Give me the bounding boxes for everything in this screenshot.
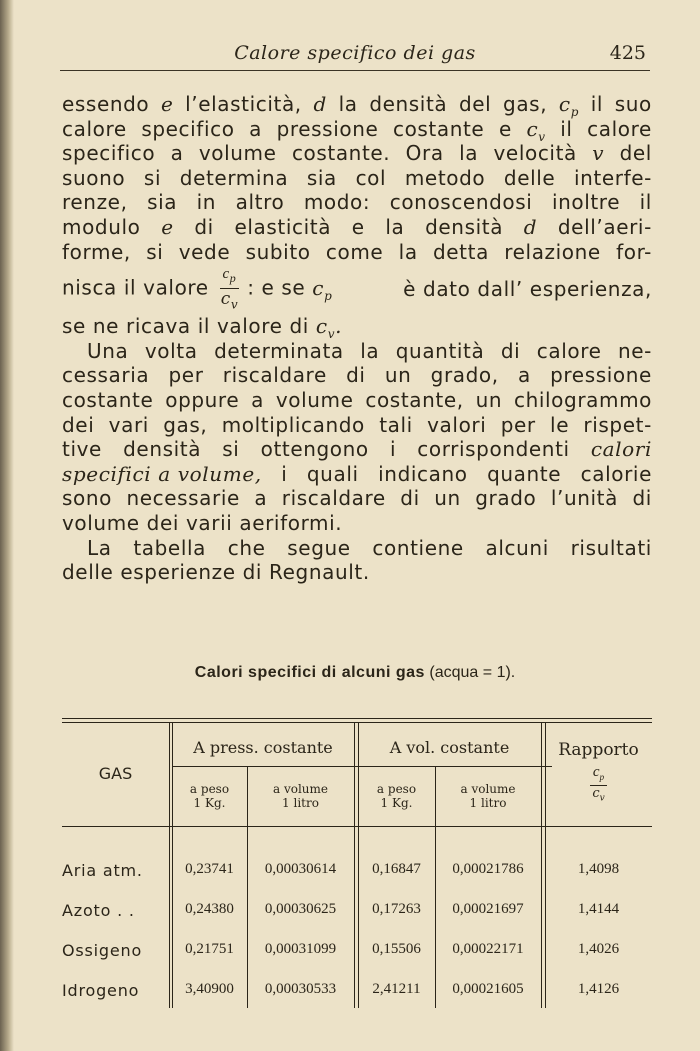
text-line-fraction: nisca il valore $\frac{c_p}{c_v}$ : e se $c_p$ è dato dall’ esperienza, <box>62 264 652 314</box>
text-line: suono si determina sia col metodo delle interfe- <box>62 165 652 190</box>
text-line: delle esperienze di Regnault. <box>62 560 370 585</box>
page-gutter-shadow <box>0 0 14 1051</box>
header-ratio-fraction: $\frac{c_p}{c_v}$ <box>545 764 652 807</box>
page-number: 425 <box>609 42 646 64</box>
subheader-peso: a peso 1 Kg. <box>189 782 230 810</box>
table-row: Azoto . . 0,24380 0,00030625 0,17263 0,00021697 1,4144 <box>62 901 620 920</box>
text-line: dei vari gas, moltiplicando tali valori per le rispet- <box>62 412 652 437</box>
text-line: volume dei varii aeriformi. <box>62 510 343 535</box>
subheader-volume: a volume 1 litro <box>460 782 516 810</box>
header-press-const: A press. costante <box>193 738 333 757</box>
subheader-volume: a volume 1 litro <box>272 782 329 810</box>
text-line: La tabella che segue contiene alcuni risultati <box>87 535 652 560</box>
text-line: specifico a volume costante. Ora la velocità v del <box>62 141 652 166</box>
table-top-rule <box>62 718 652 719</box>
table-row: Ossigeno 0,21751 0,00031099 0,15506 0,00022171 1,4026 <box>62 941 620 960</box>
group-header-rule <box>172 766 552 767</box>
header-bottom-rule <box>62 826 652 827</box>
table-row: Idrogeno 3,40900 0,00030533 2,41211 0,00021605 1,4126 <box>62 981 620 1000</box>
text-line: Una volta determinata la quantità di calore ne- <box>87 338 652 363</box>
running-header <box>60 40 650 71</box>
subheader-peso: a peso 1 Kg. <box>376 782 417 810</box>
header-title: Calore specifico dei gas <box>234 42 476 64</box>
text-line: tive densità si ottengono i corrispondenti calori <box>62 437 652 462</box>
text-line: se ne ricava il valore di $c_v$. <box>62 314 343 342</box>
header-gas: GAS <box>98 764 133 783</box>
body-text <box>62 92 652 585</box>
text-line: essendo e l’elasticità, d la densità del gas, $c_p$ il suo <box>62 92 652 119</box>
header-ratio: Rapporto <box>558 740 639 760</box>
specific-heat-table <box>62 718 652 1008</box>
header-vol-const: A vol. costante <box>389 738 510 757</box>
ratio-fraction: $\frac{c_p}{c_v}$ <box>220 265 239 312</box>
text-line: sono necessarie a riscaldare di un grado l’unità di <box>62 486 652 511</box>
text-line: forme, si vede subito come la detta relazione for- <box>62 239 652 264</box>
table-row: Aria atm. 0,23741 0,00030614 0,16847 0,00021786 1,4098 <box>62 861 620 880</box>
text-line: calore specifico a pressione costante e $c_v$ il calore <box>62 116 652 144</box>
text-line: renze, sia in altro modo: conoscendosi inoltre il <box>62 190 652 215</box>
table-caption: Calori specifici di alcuni gas (acqua = 1). <box>194 664 516 681</box>
table-top-rule-2 <box>62 722 652 723</box>
text-line: specifici a volume, i quali indicano quante calorie <box>62 461 652 486</box>
text-line: modulo e di elasticità e la densità d dell’aeri- <box>62 214 652 239</box>
text-line: cessaria per riscaldare di un grado, a pressione <box>62 363 652 388</box>
text-line: costante oppure a volume costante, un chilogrammo <box>62 387 652 412</box>
